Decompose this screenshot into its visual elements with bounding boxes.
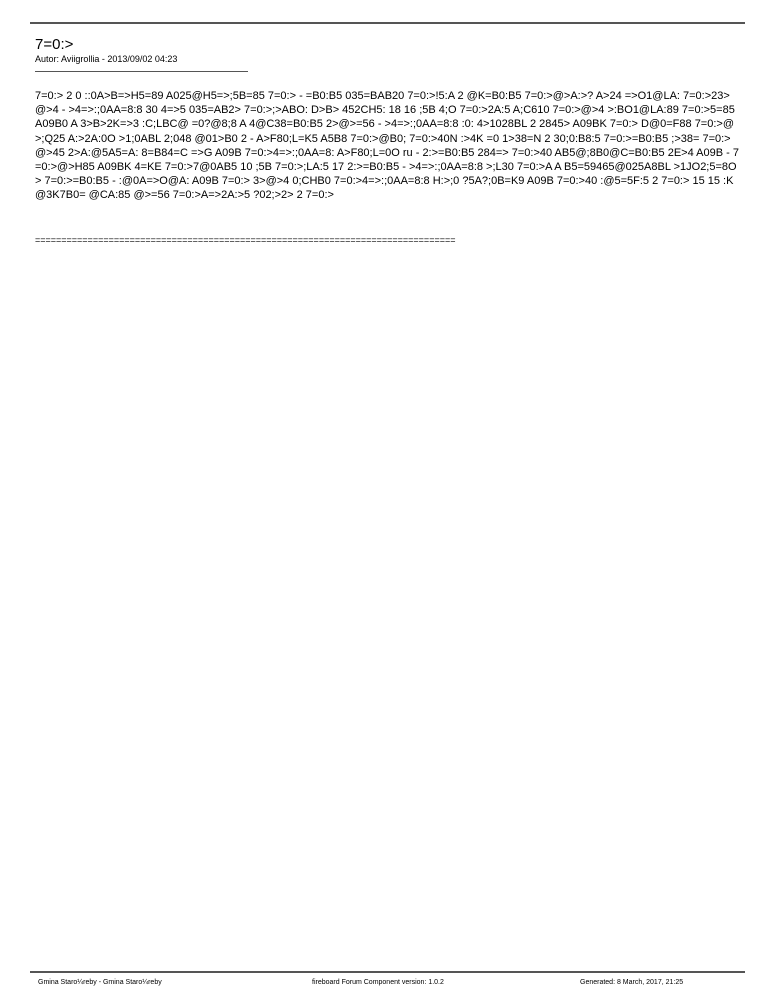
post-body: 7=0:> 2 0 ::0A>B=>H5=89 A025@H5=>;5B=85 7=0:> - =B0:B5 035=BAB20 7=0:>!5:A 2 @K=B0:B5 7=0:>@>A:>? A>24 =>O1@LA: 7=0:>23>@>4 - >4=>:;0AA=8:8 30 4=>5 035=AB2> 7=0:>;>ABO: D>B> 452CH5: 18 16 ;5B 4;O 7=0:>2A:5 A;C610 7=0:>@>4 >:BO1@LA:89 7=0:>5=85 A09B0 A 3>B>2K=>3 :C;LBC@ =0?@8;8 A 4@C38=B0:B5 2>@>=56 - >4=>:;0AA=8:8 :0: 4>1028BL 2 2845> A09BK 7=0:> D@0=F88 7=0:>@>;Q25 A:>2A:0O >1;0ABL 2;048 @01>B0 2 - A>F80;L=K5 A5B8 7=0:>@B0; 7=0:>40N :>4K =0 1>38=N 2 30;0:B8:5 7=0:>=B0:B5 ;>38= 7=0:>@>45 2>A:@5A5=A: 8=B84=C =>G A09B 7=0:>4=>:;0AA=8: A>F80;L=0O ru - 2:>=B0:B5 284=> 7=0:>40 AB5@;8B0@C=B0:B5 2E>4 A09B - 7=0:>@>H85 A09BK 4=KE 7=0:>7@0AB5 10 ;5B 7=0:>;LA:5 17 2:>=B0:B5 - >4=>:;0AA=8:8 >;L30 7=0:>A A B5=59465@025A8BL >1JO2;5=8O > 7=0:>=B0:B5 - :@0A=>O@A: A09B 7=0:> 3>@>4 0;CHB0 7=0:>4=>:;0AA=8:8 H:>;0 ?5A?;0B=K9 A09B 7=0:>40 :@5=5F:5 2 7=0:> 15 15 :K@3K7B0= @CA:85 @>=56 7=0:>A=>2A:>5 ?02;>2> 2 7=0:>	[35, 90, 739, 202]
top-divider	[30, 22, 745, 24]
meta-divider	[35, 71, 248, 72]
post-title: 7=0:>	[35, 36, 74, 53]
footer-generated-date: Generated: 8 March, 2017, 21:25	[580, 979, 684, 986]
footer-divider	[30, 971, 745, 973]
footer-component-version: fireboard Forum Component version: 1.0.2	[312, 979, 444, 986]
post-meta: Autor: Aviigrollia - 2013/09/02 04:23	[35, 54, 178, 64]
post-separator: ================================================================================	[35, 235, 456, 245]
footer-site-name: Gmina Staro¼reby - Gmina Staro¼reby	[38, 979, 162, 986]
